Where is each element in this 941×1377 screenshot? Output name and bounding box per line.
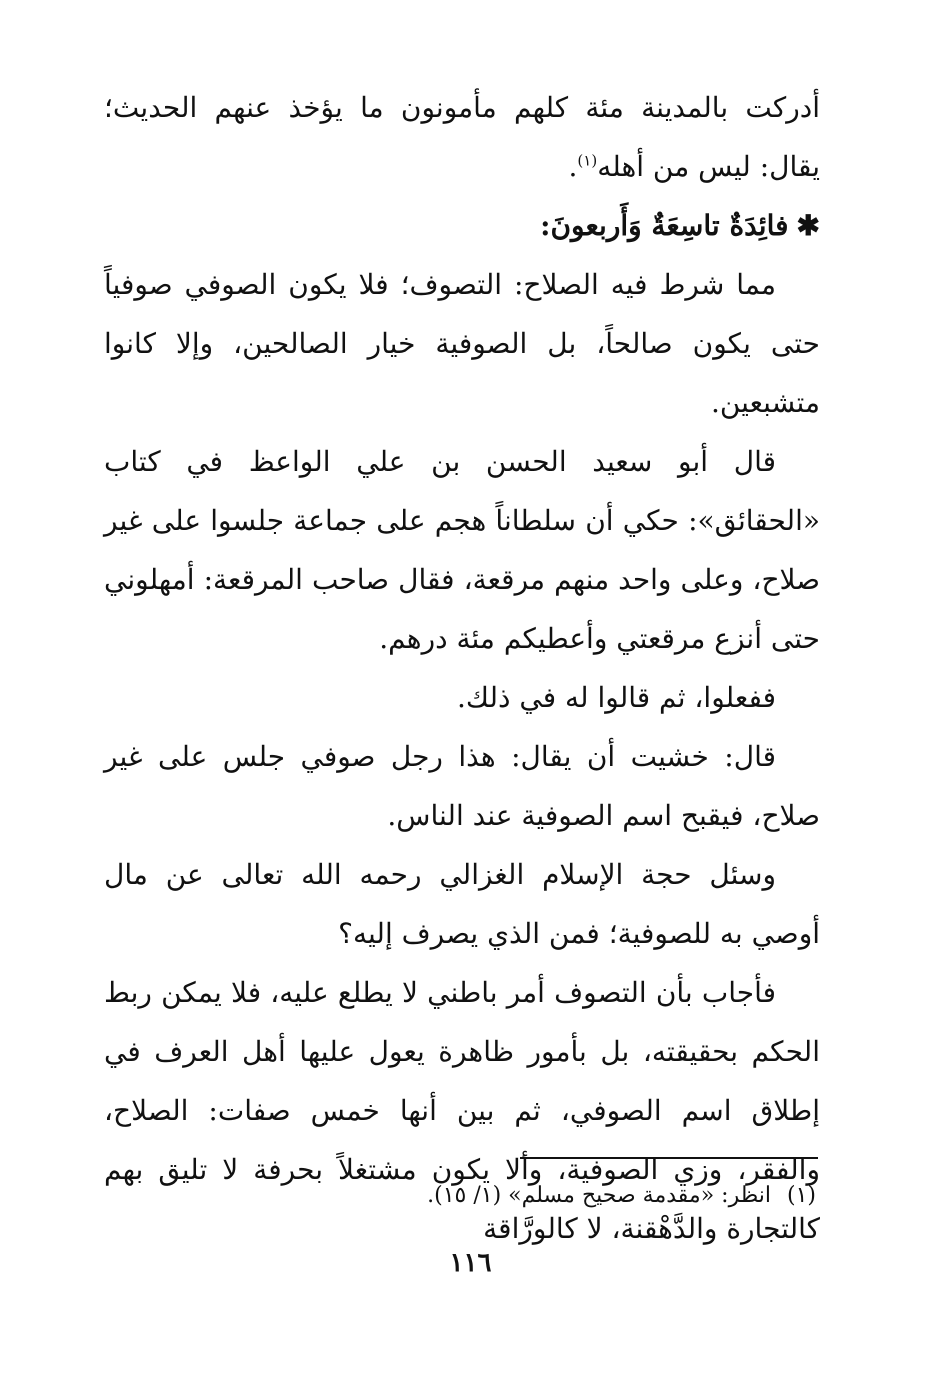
- page-number: ١١٦: [449, 1248, 492, 1278]
- section-heading-text: فائِدَةٌ تاسِعَةٌ وَأَربعونَ:: [540, 209, 789, 242]
- paragraph-7: فأجاب بأن التصوف أمر باطني لا يطلع عليه، فلا يمكن ربط الحكم بحقيقته، بل بأمور ظاهرة يعول عليها أهل العرف في إطلاق اسم الصوفي، ثم بين أنها خمس صفات: الصلاح، والفقر، وزي الصوفية، وألا يكون مشتغلاً بحرفة لا تليق بهم كالتجارة والدَّهْقنة، لا كالورَّاقة: [104, 976, 820, 1245]
- footnote: [104, 1176, 816, 1216]
- page-body: [104, 78, 820, 1258]
- section-heading: [104, 196, 820, 255]
- paragraph-5: قال: خشيت أن يقال: هذا رجل صوفي جلس على غير صلاح، فيقبح اسم الصوفية عند الناس.: [104, 740, 820, 832]
- footnote-divider: [520, 1157, 818, 1159]
- paragraph-1: [104, 78, 820, 196]
- paragraph-1-end: .: [568, 150, 578, 183]
- paragraph-2: مما شرط فيه الصلاح: التصوف؛ فلا يكون الصوفي صوفياً حتى يكون صالحاً، بل الصوفية خيار الصالحين، وإلا كانوا متشبعين.: [104, 268, 820, 419]
- paragraph-6: وسئل حجة الإسلام الغزالي رحمه الله تعالى عن مال أوصي به للصوفية؛ فمن الذي يصرف إليه؟: [104, 858, 820, 950]
- paragraph-4: ففعلوا، ثم قالوا له في ذلك.: [457, 681, 776, 714]
- star-icon: ✱: [796, 209, 820, 242]
- paragraph-3: قال أبو سعيد الحسن بن علي الواعظ في كتاب «الحقائق»: حكي أن سلطاناً هجم على جماعة جلسوا على غير صلاح، وعلى واحد منهم مرقعة، فقال صاحب المرقعة: أمهلوني حتى أنزع مرقعتي وأعطيكم مئة درهم.: [104, 445, 820, 655]
- footnote-text: انظر: «مقدمة صحيح مسلم» (١/ ١٥).: [427, 1183, 771, 1208]
- footnote-number: (١): [786, 1183, 816, 1208]
- paragraph-1-text: أدركت بالمدينة مئة كلهم مأمونون ما يؤخذ عنهم الحديث؛ يقال: ليس من أهله: [104, 91, 820, 183]
- footnote-reference[interactable]: (١): [577, 151, 598, 170]
